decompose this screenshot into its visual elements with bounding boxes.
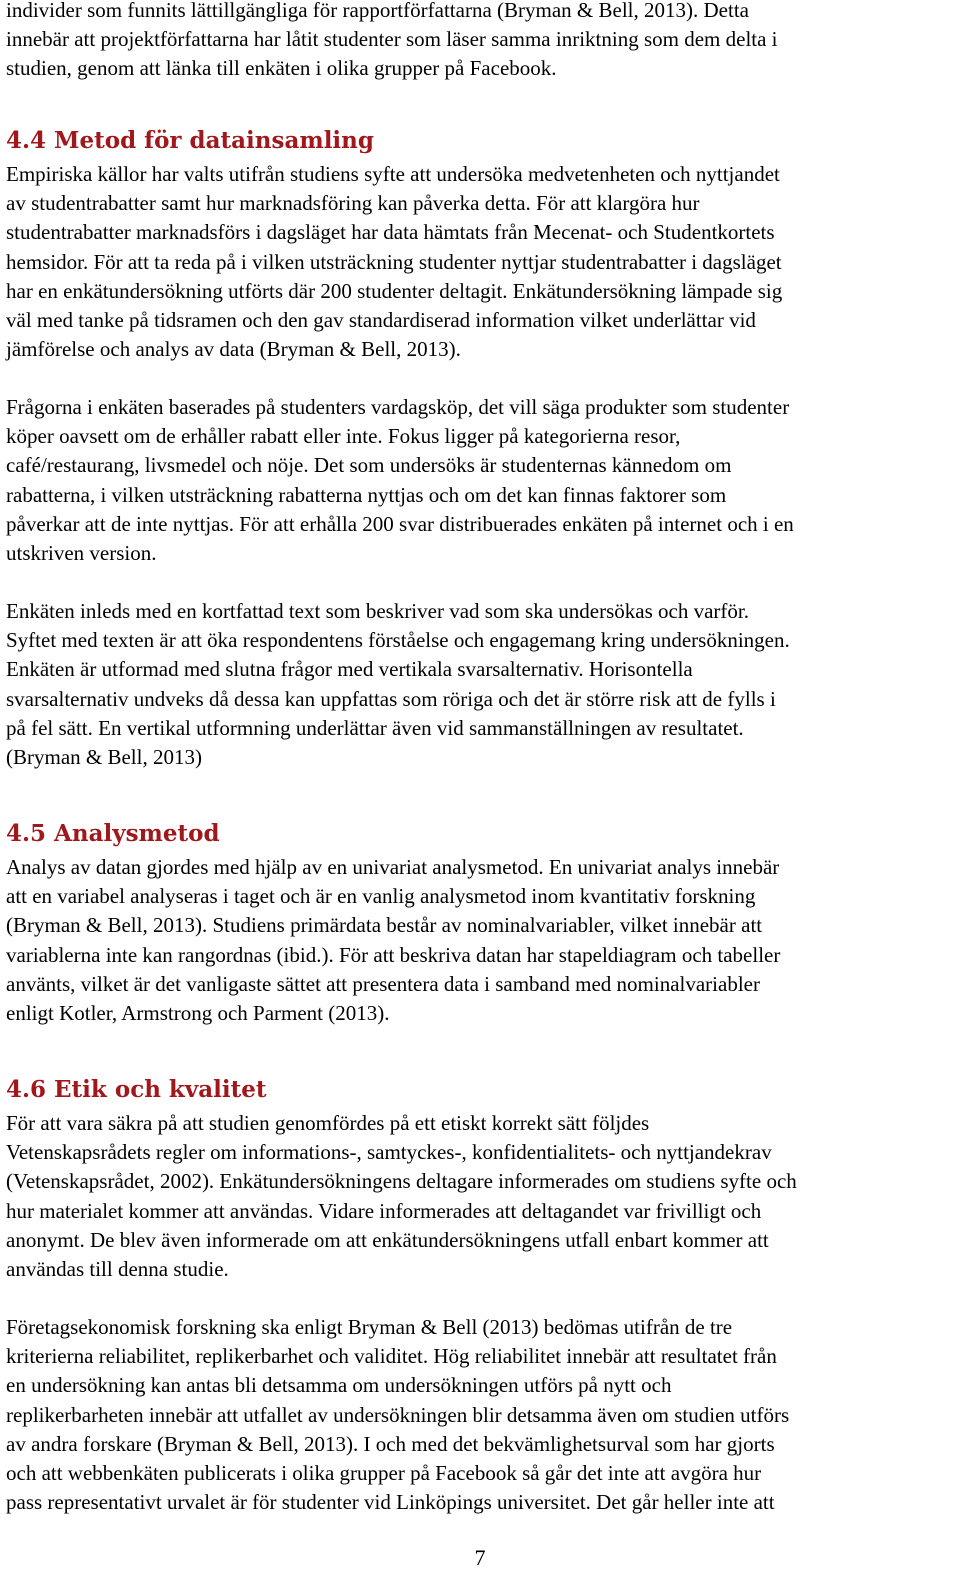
text-line: replikerbarheten innebär att utfallet av undersökningen blir detsamma även om studien utförs	[6, 1402, 790, 1427]
text-line: på fel sätt. En vertikal utformning underlättar även vid sammanställningen av resultatet.	[6, 715, 744, 740]
text-line: (Vetenskapsrådet, 2002). Enkätundersökningens deltagare informerades om studiens syfte och	[6, 1169, 797, 1194]
paragraph	[6, 1109, 960, 1284]
text-line: studentrabatter marknadsförs i dagsläget har data hämtats från Mecenat- och Studentkortets	[6, 220, 775, 245]
text-line: Vetenskapsrådets regler om informations-, samtyckes-, konfidentialitets- och nyttjandekrav	[6, 1140, 772, 1165]
paragraph	[6, 853, 960, 1028]
text-line: Analys av datan gjordes med hjälp av en univariat analysmetod. En univariat analys innebär	[6, 855, 780, 879]
text-line: Företagsekonomisk forskning ska enligt Bryman & Bell (2013) bedömas utifrån de tre	[6, 1315, 733, 1339]
text-line: rabatterna, i vilken utsträckning rabatterna nyttjas och om det kan finnas faktorer som	[6, 482, 727, 507]
text-line: påverkar att de inte nyttjas. För att erhålla 200 svar distribuerades enkäten på internet och i en	[6, 511, 794, 536]
text-line: har en enkätundersökning utförts där 200 studenter deltagit. Enkätundersökning lämpade sig	[6, 278, 783, 303]
text-line: Enkäten inleds med en kortfattad text som beskriver vad som ska undersökas och varför.	[6, 599, 749, 623]
text-line: utskriven version.	[6, 541, 157, 566]
text-line: svarsalternativ undveks då dessa kan uppfattas som röriga och det är större risk att de fylls i	[6, 686, 776, 711]
text-line: Frågorna i enkäten baserades på studenters vardagsköp, det vill säga produkter som studenter	[6, 395, 790, 419]
text-line: användas till denna studie.	[6, 1257, 229, 1282]
text-line: (Bryman & Bell, 2013). Studiens primärdata består av nominalvariabler, vilket innebär att	[6, 913, 763, 938]
text-line: Syftet med texten är att öka respondentens förståelse och engagemang kring undersökningen.	[6, 628, 790, 653]
paragraph	[6, 597, 960, 772]
text-line: en undersökning kan antas bli detsamma om undersökningen utförs på nytt och	[6, 1373, 672, 1398]
paragraph	[6, 393, 960, 568]
text-line: innebär att projektförfattarna har låtit studenter som läser samma inriktning som dem delta i	[6, 27, 778, 52]
section-heading-4-5: 4.5 Analysmetod	[6, 820, 220, 847]
text-line: hemsidor. För att ta reda på i vilken utsträckning studenter nyttjar studentrabatter i dagsläget	[6, 249, 782, 274]
text-line: studien, genom att länka till enkäten i olika grupper på Facebook.	[6, 56, 557, 81]
section-heading-4-4: 4.4 Metod för datainsamling	[6, 127, 374, 154]
text-line: Empiriska källor har valts utifrån studiens syfte att undersöka medvetenheten och nyttjandet	[6, 162, 780, 186]
text-line: och att webbenkäten publicerats i olika grupper på Facebook så går det inte att avgöra hur	[6, 1461, 762, 1486]
text-line: anonymt. De blev även informerade om att enkätundersökningens utfall enbart kommer att	[6, 1227, 769, 1252]
intro-paragraph	[6, 0, 960, 84]
text-line: hur materialet kommer att användas. Vidare informerades att deltagandet var frivilligt och	[6, 1198, 762, 1223]
text-line: För att vara säkra på att studien genomfördes på ett etiskt korrekt sätt följdes	[6, 1111, 650, 1135]
text-line: individer som funnits lättillgängliga för rapportförfattarna (Bryman & Bell, 2013). Detta	[6, 0, 749, 22]
page-number: 7	[474, 1545, 486, 1570]
text-line: använts, vilket är det vanligaste sättet att presentera data i samband med nominalvariabler	[6, 971, 760, 996]
paragraph	[6, 160, 960, 364]
text-line: jämförelse och analys av data (Bryman & Bell, 2013).	[6, 337, 461, 362]
text-line: att en variabel analyseras i taget och är en vanlig analysmetod inom kvantitativ forskning	[6, 884, 756, 909]
text-line: café/restaurang, livsmedel och nöje. Det som undersöks är studenternas kännedom om	[6, 453, 732, 478]
text-line: av studentrabatter samt hur marknadsföring kan påverka detta. För att klargöra hur	[6, 191, 700, 216]
section-heading-4-6: 4.6 Etik och kvalitet	[6, 1076, 267, 1103]
text-line: Enkäten är utformad med slutna frågor med vertikala svarsalternativ. Horisontella	[6, 657, 693, 682]
text-line: köper oavsett om de erhåller rabatt eller inte. Fokus ligger på kategorierna resor,	[6, 424, 681, 449]
text-line: väl med tanke på tidsramen och den gav standardiserad information vilket underlättar vid	[6, 308, 756, 333]
text-line: av andra forskare (Bryman & Bell, 2013). I och med det bekvämlighetsurval som har gjorts	[6, 1431, 775, 1456]
text-line: enligt Kotler, Armstrong och Parment (2013).	[6, 1001, 390, 1026]
text-line: variablerna inte kan rangordnas (ibid.). För att beskriva datan har stapeldiagram och tabeller	[6, 942, 781, 967]
text-line: kriterierna reliabilitet, replikerbarhet och validitet. Hög reliabilitet innebär att resultatet från	[6, 1344, 777, 1369]
text-line: (Bryman & Bell, 2013)	[6, 745, 202, 770]
paragraph	[6, 1313, 960, 1517]
text-line: pass representativt urvalet är för studenter vid Linköpings universitet. Det går heller inte att	[6, 1490, 775, 1515]
